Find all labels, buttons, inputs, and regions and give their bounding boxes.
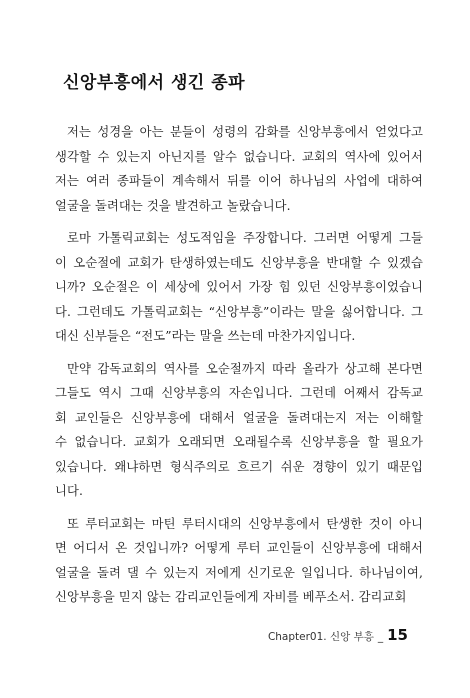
body-text	[55, 120, 423, 618]
paragraph	[55, 357, 423, 504]
paragraph	[55, 512, 423, 610]
text-line: 또 루터교회는 마틴 루터시대의 신앙부흥에서 탄생한 것이 아니	[67, 516, 423, 531]
text-line: 그들도 역시 그때 신앙부흥의 자손입니다. 그런데 어째서 감독교	[55, 386, 423, 400]
paragraph	[55, 226, 423, 349]
text-line: 니까? 오순절은 이 세상에 있어서 가장 힘 있던 신앙부흥이었습니	[55, 280, 423, 294]
page-number: 15	[387, 626, 408, 644]
section-heading: 신앙부흥에서 생긴 종파	[63, 73, 246, 93]
text-line: 얼굴을 돌려대는 것을 발견하고 놀랐습니다.	[55, 198, 291, 213]
footer-separator: _	[377, 631, 384, 643]
text-line: 이 오순절에 교회가 탄생하였는데도 신앙부흥을 반대할 수 있겠습	[55, 255, 423, 270]
text-line: 회 교인들은 신앙부흥에 대해서 얼굴을 돌려대는지 저는 이해할	[55, 410, 423, 425]
text-line: 대신 신부들은 “전도”라는 말을 쓰는데 마찬가지입니다.	[55, 329, 356, 343]
text-line: 저는 성경을 아는 분들이 성령의 감화를 신앙부흥에서 얻었다고	[67, 125, 423, 139]
footer-chapter-title: Chapter01. 신앙 부흥	[267, 631, 374, 643]
paragraph	[55, 120, 423, 218]
text-line: 로마 가톨릭교회는 성도적임을 주장합니다. 그러면 어떻게 그들	[67, 231, 423, 245]
text-line: 만약 감독교회의 역사를 오순절까지 따라 올라가 상고해 본다면	[67, 361, 423, 376]
text-line: 다. 그런데도 가톨릭교회는 “신앙부흥”이라는 말을 싫어합니다. 그	[55, 304, 423, 319]
text-line: 면 어디서 온 것입니까? 어떻게 루터 교인들이 신앙부흥에 대해서	[55, 541, 423, 555]
text-line: 생각할 수 있는지 아닌지를 알수 없습니다. 교회의 역사에 있어서	[55, 149, 423, 164]
text-line: 저는 여러 종파들이 계속해서 뒤를 이어 하나님의 사업에 대하여	[55, 174, 423, 188]
text-line: 얼굴을 돌려 댈 수 있는지 저에게 신기로운 일입니다. 하나님이여,	[55, 565, 423, 580]
text-line: 니다.	[55, 484, 83, 498]
text-line: 수 없습니다. 교회가 오래되면 오래될수록 신앙부흥을 할 필요가	[55, 435, 423, 449]
text-line: 있습니다. 왜냐하면 형식주의로 흐르기 쉬운 경향이 있기 때문입	[55, 459, 423, 474]
page-footer	[268, 626, 408, 644]
text-line: 신앙부흥을 믿지 않는 감리교인들에게 자비를 베푸소서. 감리교회	[55, 590, 407, 604]
